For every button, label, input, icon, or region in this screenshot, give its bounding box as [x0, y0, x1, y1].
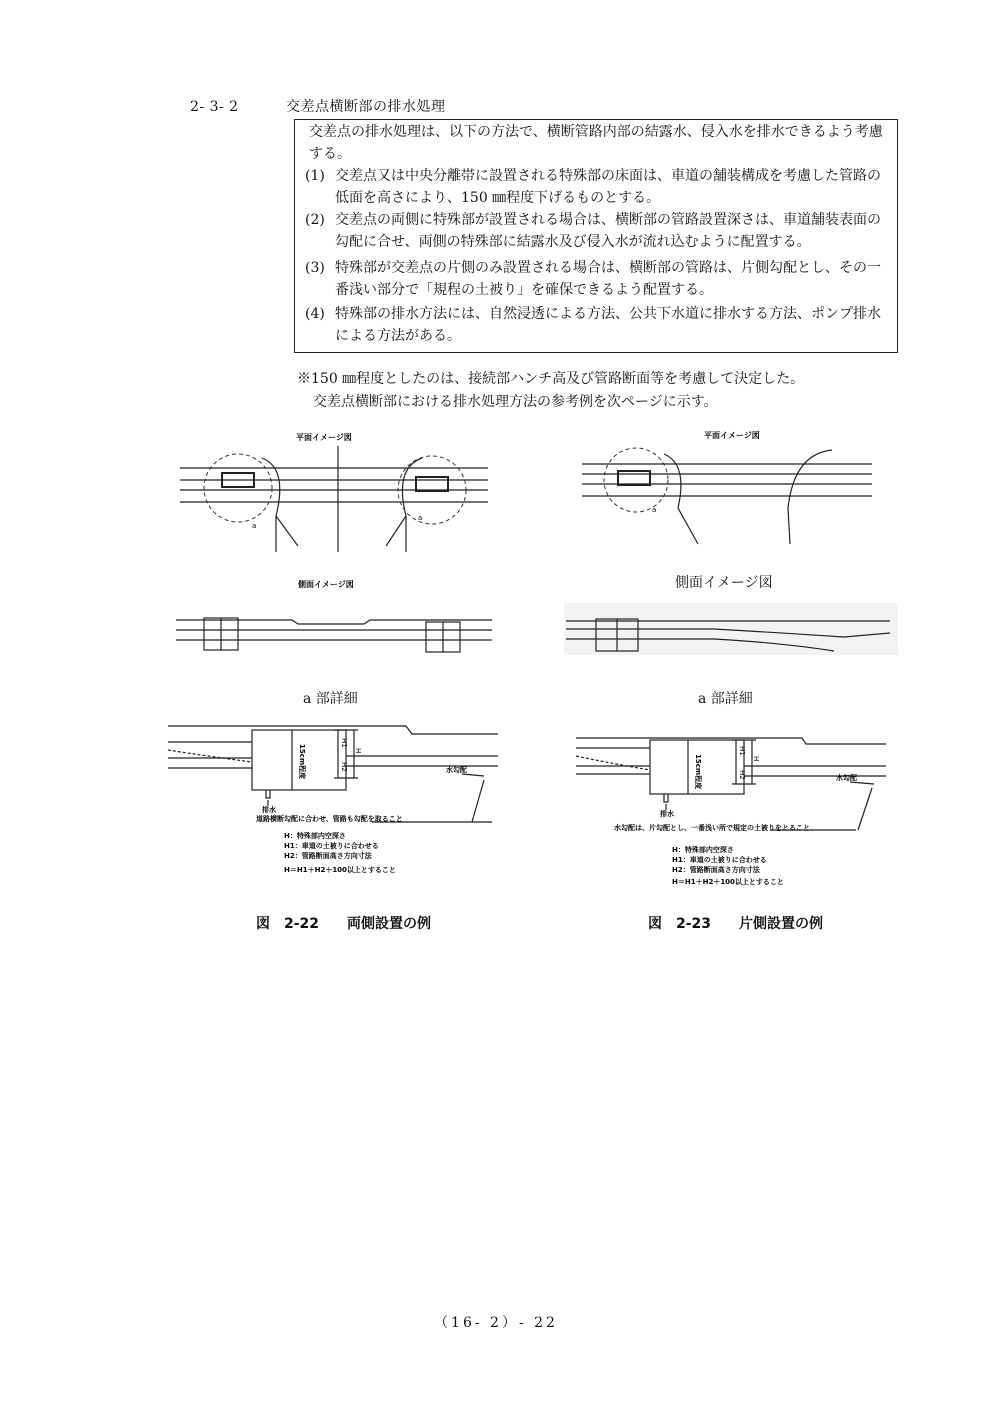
right-detail-label: a 部詳細 [698, 691, 753, 707]
right-dim-h: H [752, 756, 760, 762]
rule-mark-3: (3) [305, 260, 325, 276]
right-dim-h2: H2 [738, 770, 746, 780]
left-detail-note: 道路横断勾配に合わせ、管路も勾配を取ること [256, 815, 403, 823]
left-plan-a1: a [252, 522, 257, 530]
right-legend-3: H2：管路断面高さ方向寸法 [672, 866, 760, 874]
rules-box [294, 119, 898, 353]
left-plan-label: 平面イメージ図 [296, 433, 352, 442]
left-slope-label: 水勾配 [446, 766, 467, 774]
left-legend-1: H：特殊部内空深さ [284, 832, 346, 840]
right-detail-note: 水勾配は、片勾配とし、一番浅い所で規定の土被りをとること [614, 824, 810, 832]
right-side-label: 側面イメージ図 [675, 575, 773, 591]
right-plan-diagram [578, 428, 876, 550]
left-plan-diagram [176, 428, 492, 552]
right-dim-h1: H1 [738, 746, 746, 756]
rule-text-4: 特殊部の排水方法には、自然浸透による方法、公共下水道に排水する方法、ポンプ排水による方法がある。 [335, 306, 881, 344]
section-number: 2- 3- 2 [190, 99, 239, 115]
right-legend-1: H：特殊部内空深さ [672, 846, 734, 854]
right-drain-label: 排水 [660, 810, 674, 818]
rule-item-2 [305, 210, 891, 253]
left-side-label: 側面イメージ図 [298, 580, 354, 589]
left-caption: 図 2-22 両側設置の例 [256, 916, 432, 932]
left-legend-4: H＝H1＋H2＋100以上とすること [284, 866, 396, 874]
right-legend-2: H1：車道の土被りに合わせる [672, 856, 767, 864]
left-side-diagram [174, 578, 494, 658]
left-legend-2: H1：車道の土被りに合わせる [284, 842, 379, 850]
right-legend-4: H＝H1＋H2＋100以上とすること [672, 878, 784, 886]
left-dim-h: H [354, 748, 362, 754]
note-line-2: 交差点横断部における排水処理方法の参考例を次ページに示す。 [313, 394, 718, 410]
left-legend-3: H2：管路断面高さ方向寸法 [284, 852, 372, 860]
section-heading [190, 96, 446, 116]
page-number: （16- 2）- 22 [434, 1315, 558, 1331]
right-plan-a: a [652, 506, 657, 514]
left-dim-h1: H1 [340, 738, 348, 748]
right-plan-label: 平面イメージ図 [704, 431, 760, 440]
left-detail-label: a 部詳細 [303, 691, 358, 707]
rule-item-1 [305, 166, 891, 209]
rule-mark-4: (4) [305, 306, 325, 322]
left-plan-a2: a [418, 514, 423, 522]
rule-item-4 [305, 304, 891, 347]
rule-text-1: 交差点又は中央分離帯に設置される特殊部の床面は、車道の舗装構成を考慮した管路の低面を高さにより、150 ㎜程度下げるものとする。 [335, 168, 881, 206]
rule-mark-2: (2) [305, 212, 325, 228]
section-title: 交差点横断部の排水処理 [286, 99, 446, 115]
left-dim-h2: H2 [340, 762, 348, 772]
left-detail-diagram [166, 720, 500, 882]
right-slope-label: 水勾配 [836, 774, 857, 782]
right-dim-15cm: 15cm程度 [694, 754, 702, 790]
left-drain-label: 排水 [262, 806, 276, 814]
rules-intro: 交差点の排水処理は、以下の方法で、横断管路内部の結露水、侵入水を排水できるよう考慮する。 [309, 124, 883, 162]
right-caption: 図 2-23 片側設置の例 [648, 916, 824, 932]
right-side-diagram [564, 603, 898, 655]
note-line-1: ※150 ㎜程度としたのは、接続部ハンチ高及び管路断面等を考慮して決定した。 [297, 371, 805, 387]
rule-mark-1: (1) [305, 168, 325, 184]
rule-item-3 [305, 258, 891, 301]
right-detail-diagram [574, 734, 888, 890]
rule-text-2: 交差点の両側に特殊部が設置される場合は、横断部の管路設置深さは、車道舗装表面の勾配に合せ、両側の特殊部に結露水及び侵入水が流れ込むように配置する。 [335, 212, 881, 250]
rule-text-3: 特殊部が交差点の片側のみ設置される場合は、横断部の管路は、片側勾配とし、その一番浅い部分で「規程の土被り」を確保できるよう配置する。 [335, 260, 881, 298]
left-dim-15cm: 15cm程度 [298, 744, 306, 780]
